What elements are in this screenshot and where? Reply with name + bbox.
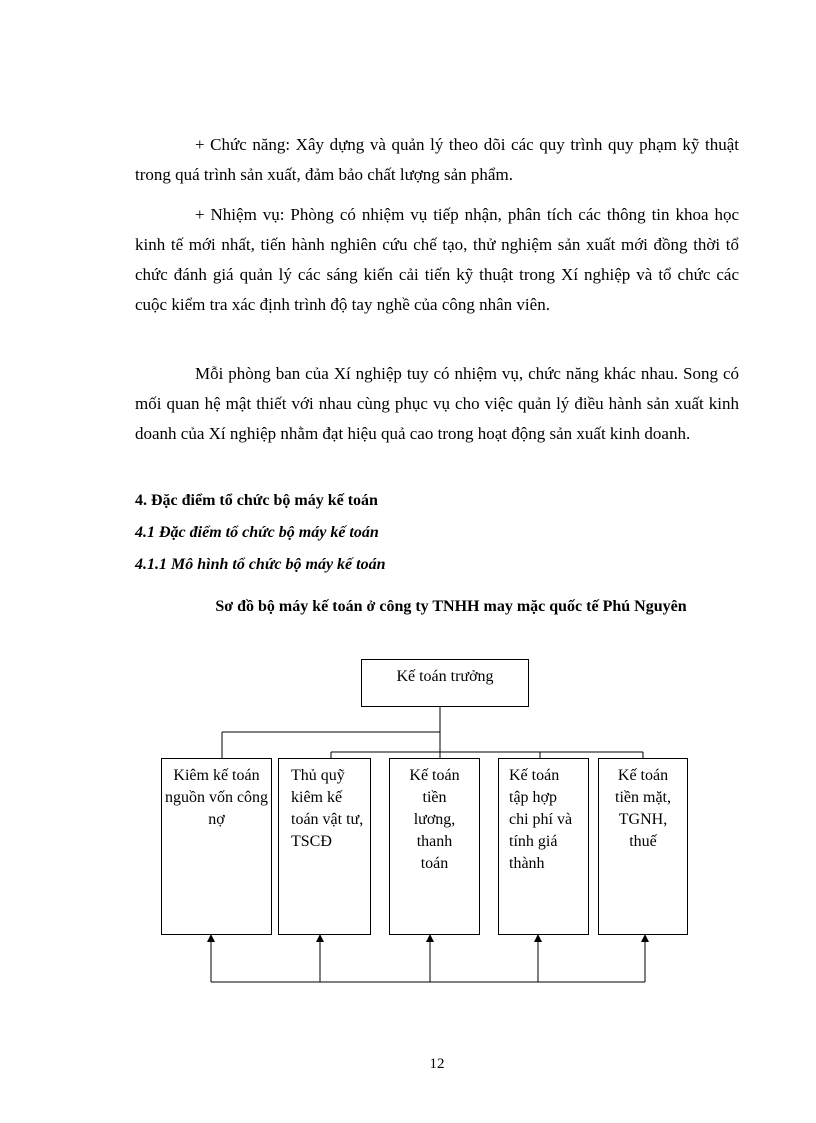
diagram-title: Sơ đồ bộ máy kế toán ở công ty TNHH may mặc quốc tế Phú Nguyên: [215, 598, 687, 615]
box-unit-treasurer: Thủ quỹ kiêm kế toán vật tư, TSCĐ: [278, 758, 371, 935]
heading-section-4: 4. Đặc điểm tổ chức bộ máy kế toán: [135, 492, 378, 509]
paragraph-duty: + Nhiệm vụ: Phòng có nhiệm vụ tiếp nhận, phân tích các thông tin khoa học kinh tế mới nhất, tiến hành nghiên cứu chế tạo, thử nghiệm sản xuất mới đồng thời tổ chức đánh giá quản lý các sáng kiến cải tiến kỹ thuật trong Xí nghiệp và tổ chức các cuộc kiểm tra xác định trình độ tay nghề của công nhân viên.: [135, 205, 739, 314]
paragraph-function: + Chức năng: Xây dựng và quản lý theo dõi các quy trình quy phạm kỹ thuật trong quá trình sản xuất, đảm bảo chất lượng sản phẩm.: [135, 135, 739, 184]
page-number: 12: [429, 1056, 445, 1072]
heading-section-4-1: 4.1 Đặc điểm tổ chức bộ máy kế toán: [135, 524, 379, 541]
heading-section-4-1-1: 4.1.1 Mô hình tổ chức bộ máy kế toán: [135, 556, 386, 573]
box-chief-accountant: Kế toán trưởng: [361, 659, 529, 707]
box-unit-cash: Kế toán tiền mặt, TGNH, thuế: [598, 758, 688, 935]
box-unit-cost: Kế toán tập hợp chi phí và tính giá thành: [498, 758, 589, 935]
paragraph-summary: Mỗi phòng ban của Xí nghiệp tuy có nhiệm vụ, chức năng khác nhau. Song có mối quan hệ mật thiết với nhau cùng phục vụ cho việc quản lý điều hành sản xuất kinh doanh của Xí nghiệp nhằm đạt hiệu quả cao trong hoạt động sản xuất kinh doanh.: [135, 364, 739, 443]
box-unit-salary: Kế toán tiền lương, thanh toán: [389, 758, 480, 935]
box-unit-capital-debt: Kiêm kế toán nguồn vốn công nợ: [161, 758, 272, 935]
